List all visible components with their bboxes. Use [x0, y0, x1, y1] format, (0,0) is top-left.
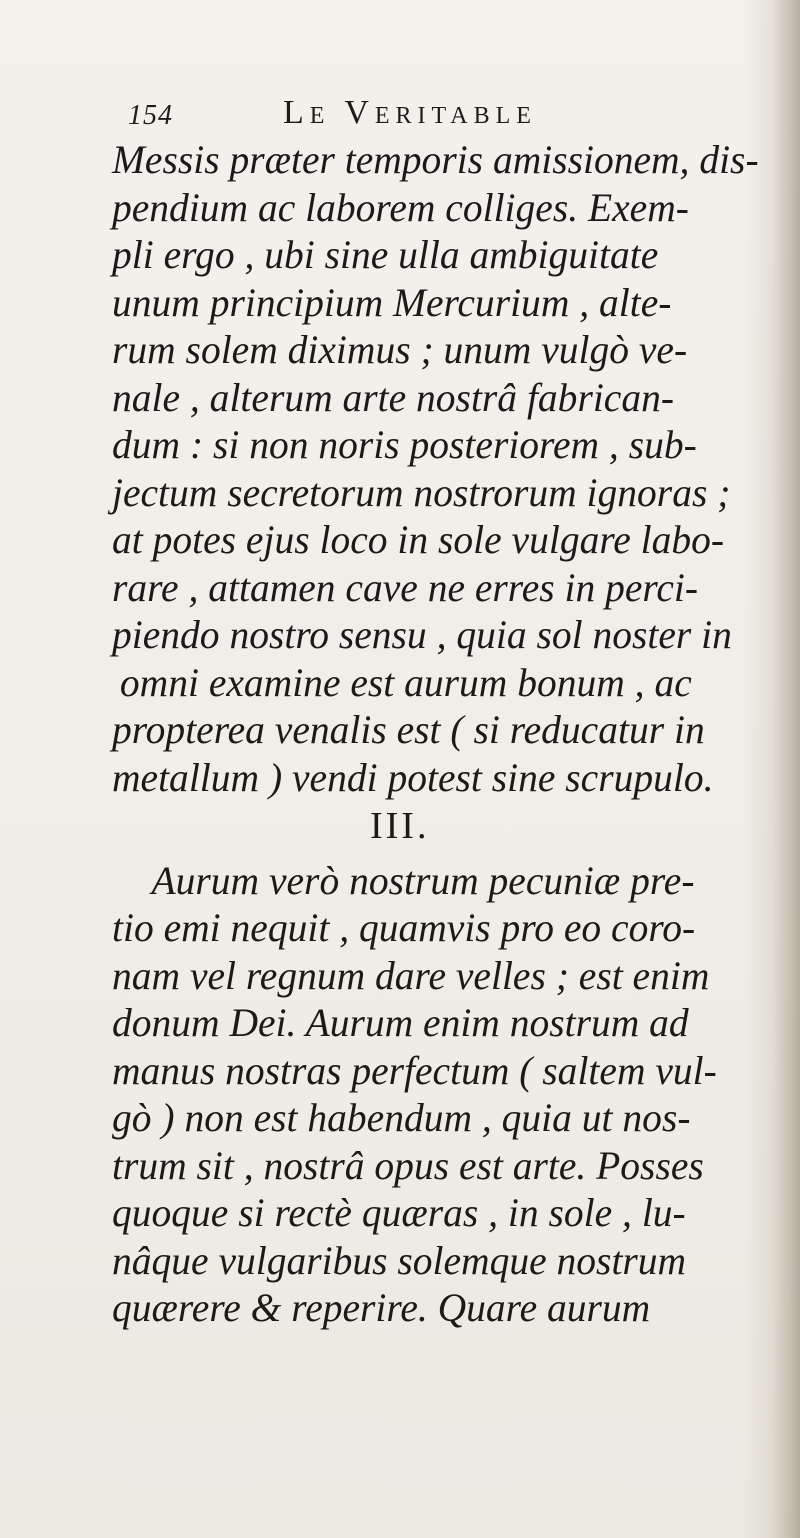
text-line: rum solem diximus ; unum vulgò ve-	[112, 327, 688, 372]
text-line: jectum secretorum nostrorum ignoras ;	[112, 469, 731, 515]
text-line: propterea venalis est ( si reducatur in	[112, 707, 705, 752]
text-line: dum : si non noris posteriorem , sub-	[112, 422, 697, 467]
text-line: metallum ) vendi potest sine scrupulo.	[112, 754, 714, 800]
page-number: 154	[128, 100, 173, 131]
paragraph-1	[112, 136, 792, 801]
text-line: quærere & reperire. Quare aurum	[112, 1285, 651, 1330]
text-line: piendo nostro sensu , quia sol noster in	[112, 612, 732, 657]
text-line: Aurum verò nostrum pecuniæ pre-	[151, 857, 695, 903]
text-line: tio emi nequit , quamvis pro eo coro-	[112, 905, 696, 950]
section-number: III.	[370, 805, 430, 847]
text-line: pendium ac laborem colliges. Exem-	[112, 184, 689, 230]
text-line: trum sit , nostrâ opus est arte. Posses	[112, 1142, 704, 1188]
text-line: quoque si rectè quæras , in sole , lu-	[112, 1190, 686, 1235]
running-head	[128, 94, 688, 134]
text-line: donum Dei. Aurum enim nostrum ad	[112, 1000, 689, 1045]
text-line: nam vel regnum dare velles ; est enim	[112, 952, 710, 998]
text-line: unum principium Mercurium , alte-	[112, 279, 672, 325]
paragraph-2	[112, 857, 792, 1332]
text-line: gò ) non est habendum , quia ut nos-	[112, 1095, 691, 1140]
text-line: Messis præter temporis amissionem, dis-	[112, 137, 759, 182]
body-text	[112, 136, 792, 1332]
text-line: omni examine est aurum bonum , ac	[119, 659, 692, 705]
text-line: rare , attamen cave ne erres in perci-	[112, 564, 699, 610]
text-line: nâque vulgaribus solemque nostrum	[112, 1237, 687, 1283]
running-title: Le Veritable	[283, 94, 537, 131]
text-line: at potes ejus loco in sole vulgare labo-	[112, 517, 725, 562]
text-line: manus nostras perfectum ( saltem vul-	[112, 1047, 717, 1093]
text-line: nale , alterum arte nostrâ fabrican-	[112, 374, 675, 420]
text-line: pli ergo , ubi sine ulla ambiguitate	[112, 232, 659, 277]
